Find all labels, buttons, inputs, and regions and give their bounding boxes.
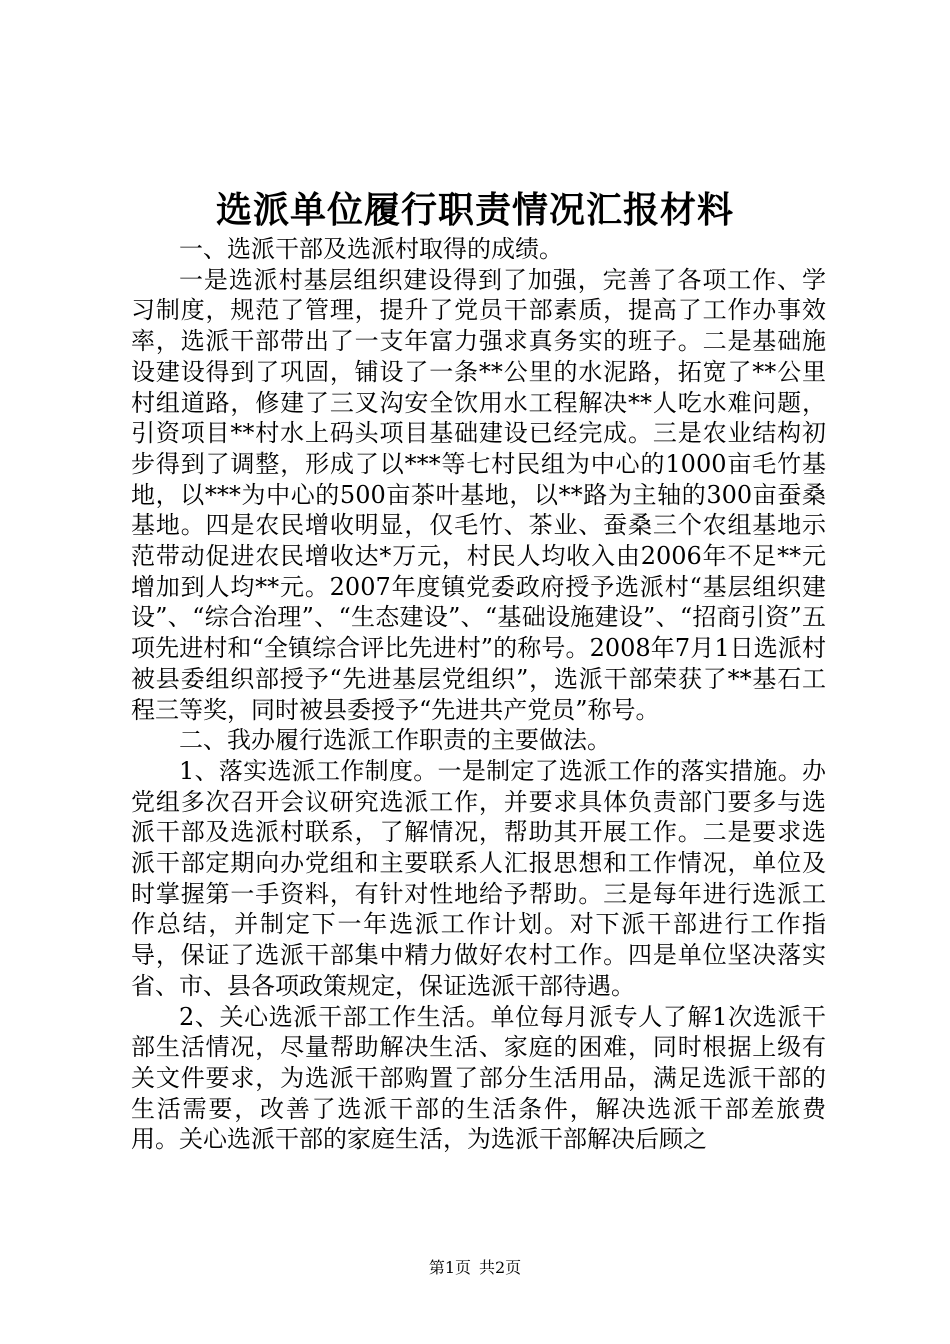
paragraph-achievements: 一是选派村基层组织建设得到了加强，完善了各项工作、学习制度，规范了管理，提升了党员干部素质，提高了工作办事效率，选派干部带出了一支年富力强求真务实的班子。二是基础施设建设得到了巩固，铺设了一条**公里的水泥路，拓宽了**公里村组道路，修建了三叉沟安全饮用水工程解决**人吃水难问题，引资项目**村水上码头项目基础建设已经完成。三是农业结构初步得到了调整，形成了以***等七村民组为中心的1000亩毛竹基地，以***为中心的500亩茶叶基地，以**路为主轴的300亩蚕桑基地。四是农民增收明显，仅毛竹、茶业、蚕桑三个农组基地示范带动促进农民增收达*万元，村民人均收入由2006年不足**元增加到人均**元。2007年度镇党委政府授予选派村“基层组织建设”、“综合治理”、“生态建设”、“基础设施建设”、“招商引资”五项先进村和“全镇综合评比先进村”的称号。2008年7月1日选派村被县委组织部授予“先进基层党组织”，选派干部荣获了**基石工程三等奖，同时被县委授予“先进共产党员”称号。: [131, 265, 826, 724]
paragraph-work-system: 1、落实选派工作制度。一是制定了选派工作的落实措施。办党组多次召开会议研究选派工作，并要求具体负责部门要多与选派干部及选派村联系，了解情况，帮助其开展工作。二是要求选派干部定期向办党组和主要联系人汇报思想和工作情况，单位及时掌握第一手资料，有针对性地给予帮助。三是每年进行选派工作总结，并制定下一年选派工作计划。对下派干部进行工作指导，保证了选派干部集中精力做好农村工作。四是单位坚决落实省、市、县各项政策规定，保证选派干部待遇。: [131, 756, 826, 1000]
document-body: [131, 234, 826, 1155]
document-title: 选派单位履行职责情况汇报材料: [215, 189, 734, 231]
paragraph-care-cadres: 2、关心选派干部工作生活。单位每月派专人了解1次选派干部生活情况，尽量帮助解决生活、家庭的困难，同时根据上级有关文件要求，为选派干部购置了部分生活用品，满足选派干部的生活需要，改善了选派干部的生活条件，解决选派干部差旅费用。关心选派干部的家庭生活，为选派干部解决后顾之: [131, 1002, 826, 1154]
page-number: 第1页: [428, 1258, 471, 1277]
page-footer: [0, 1258, 950, 1278]
section-heading-2: 二、我办履行选派工作职责的主要做法。: [179, 726, 611, 755]
page-total: 共2页: [479, 1258, 522, 1277]
section-heading-1: 一、选派干部及选派村取得的成绩。: [179, 235, 563, 263]
